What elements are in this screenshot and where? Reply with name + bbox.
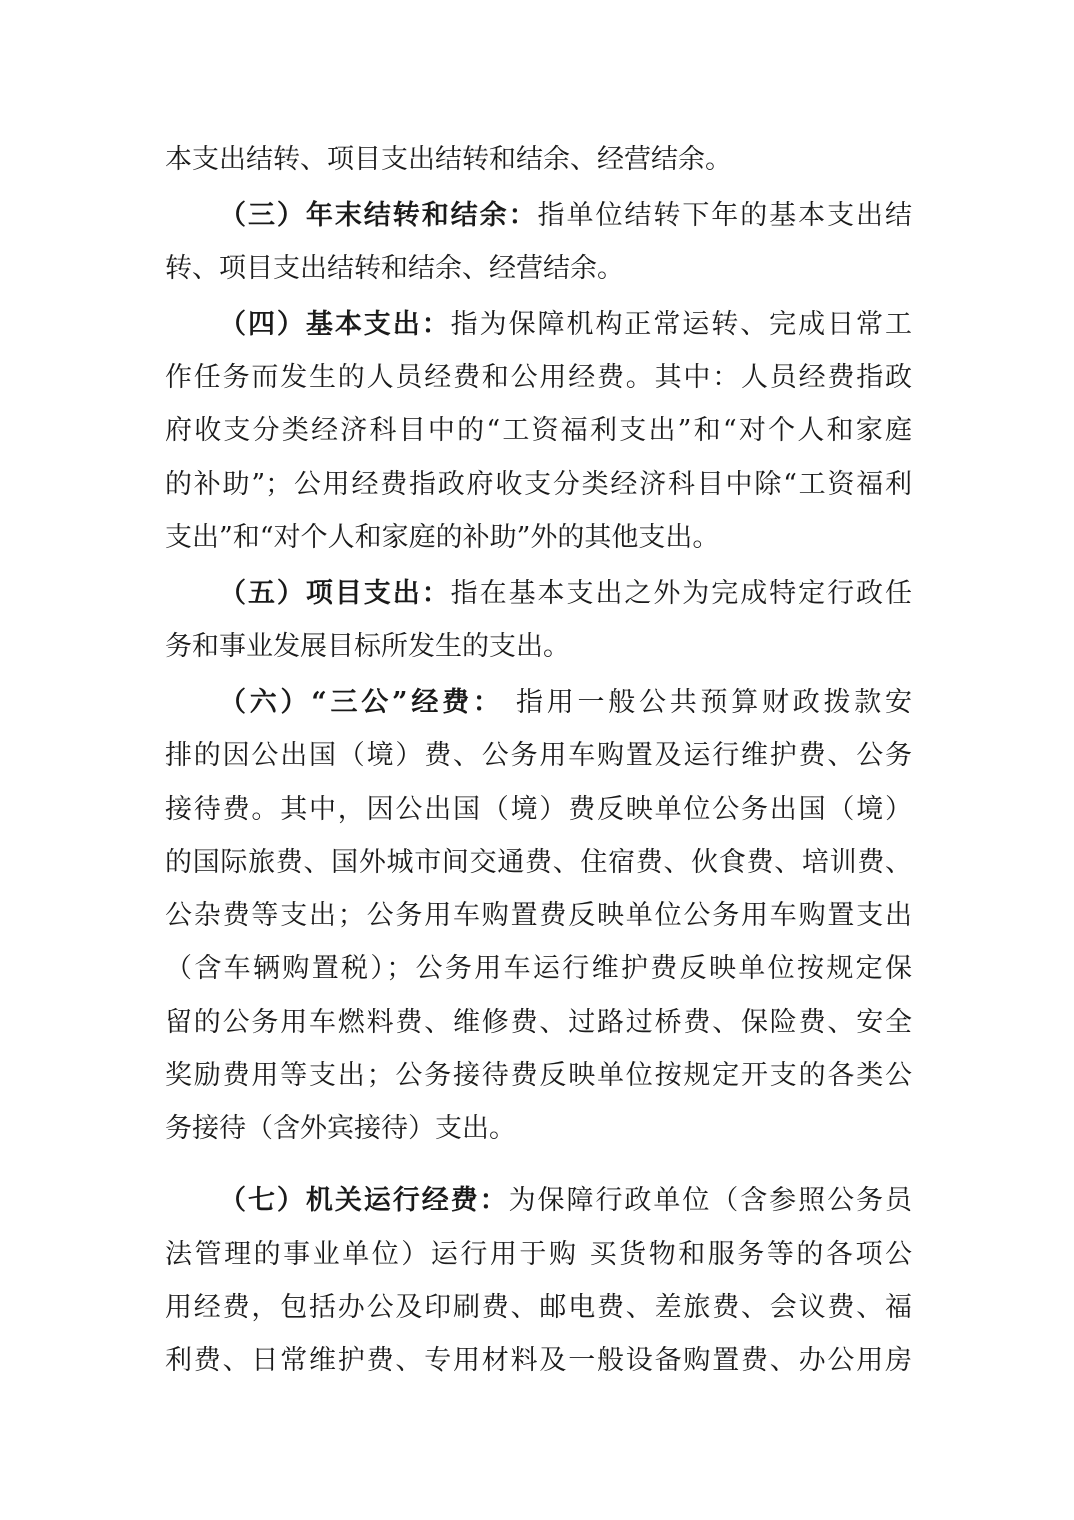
text-span: 指在基本支出之外为完成特定行政任 (450, 577, 912, 609)
text-span: 指单位结转下年的基本支出结 (537, 199, 912, 231)
text-line (165, 567, 912, 620)
paragraph-continuation (165, 133, 912, 186)
text-line: 务和事业发展目标所发生的支出。 (165, 631, 570, 663)
text-line: 接待费。其中，因公出国（境）费反映单位公务出国（境） (165, 793, 912, 825)
paragraph-basic-expenditure (165, 298, 912, 564)
text-line: 的补助”；公用经费指政府收支分类经济科目中除“工资福利 (165, 468, 912, 500)
text-line: （含车辆购置税）；公务用车运行维护费反映单位按规定保 (165, 953, 912, 985)
text-span: 指为保障机构正常运转、完成日常工 (450, 308, 912, 340)
text-line: 的国际旅费、国外城市间交通费、住宿费、伙食费、培训费、 (165, 846, 912, 878)
text-line: 利费、日常维护费、专用材料及一般设备购置费、办公用房 (165, 1345, 912, 1377)
text-line: 用经费，包括办公及印刷费、邮电费、差旅费、会议费、福 (165, 1291, 912, 1323)
text-line: 作任务而发生的人员经费和公用经费。其中：人员经费指政 (165, 362, 912, 394)
text-line: 支出”和“对个人和家庭的补助”外的其他支出。 (165, 522, 720, 554)
paragraph-three-public-expenses (165, 676, 912, 1156)
text-line (165, 298, 912, 351)
text-line: 奖励费用等支出；公务接待费反映单位按规定开支的各类公 (165, 1060, 912, 1092)
section-heading: （七）机关运行经费： (219, 1185, 509, 1217)
text-line: 府收支分类经济科目中的“工资福利支出”和“对个人和家庭 (165, 415, 912, 447)
text-line (165, 189, 912, 242)
text-span: 为保障行政单位（含参照公务员 (508, 1185, 912, 1217)
section-heading: （六）“三公”经费： (219, 686, 504, 718)
paragraph-operating-expenses (165, 1174, 912, 1387)
text-line: 转、项目支出结转和结余、经营结余。 (165, 253, 624, 285)
section-heading: （五）项目支出： (219, 577, 451, 609)
text-line: 本支出结转、项目支出结转和结余、经营结余。 (165, 144, 732, 175)
section-heading: （三）年末结转和结余： (219, 199, 538, 231)
text-line: 法管理的事业单位）运行用于购 买货物和服务等的各项公 (165, 1238, 912, 1270)
text-line: 留的公务用车燃料费、维修费、过路过桥费、保险费、安全 (165, 1006, 912, 1038)
text-line: 务接待（含外宾接待）支出。 (165, 1113, 516, 1145)
paragraph-project-expenditure (165, 567, 912, 674)
text-line (165, 1174, 912, 1227)
text-line (165, 676, 912, 729)
text-span: 指用一般公共预算财政拨款安 (503, 686, 912, 718)
text-line: 公杂费等支出；公务用车购置费反映单位公务用车购置支出 (165, 900, 912, 932)
text-line: 排的因公出国（境）费、公务用车购置及运行维护费、公务 (165, 740, 912, 772)
document-body (165, 133, 912, 1388)
paragraph-year-end-carryover (165, 189, 912, 296)
section-heading: （四）基本支出： (219, 308, 451, 340)
